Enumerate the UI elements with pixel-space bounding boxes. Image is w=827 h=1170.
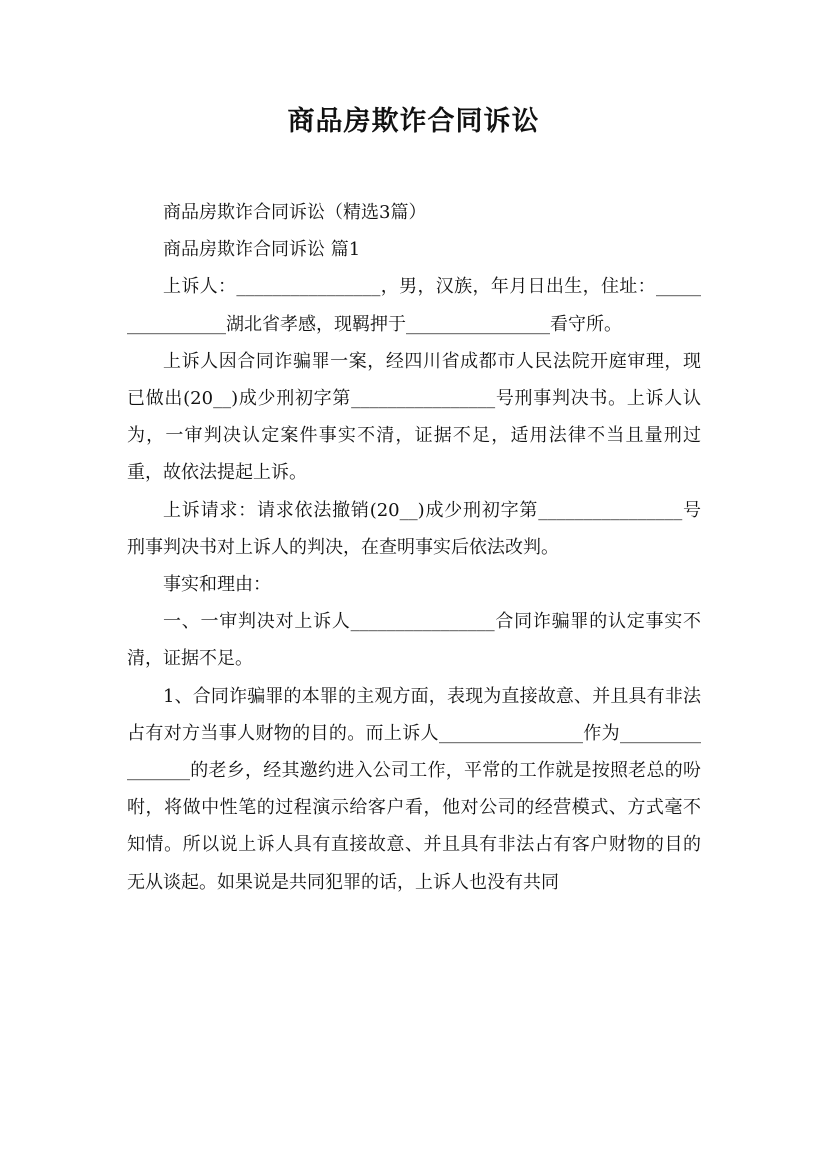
- section-heading: 商品房欺诈合同诉讼 篇1: [163, 239, 361, 261]
- facts-reasons-heading: 事实和理由：: [163, 574, 271, 596]
- appeal-request-paragraph: 上诉请求：请求依法撤销(20__)成少刑初字第________________号刑事判决书对上诉人的判决，在查明事实后依法改判。: [127, 499, 701, 558]
- case-background-paragraph: 上诉人因合同诈骗罪一案，经四川省成都市人民法院开庭审理，现已做出(20__)成少刑初字第________________号刑事判决书。上诉人认为，一审判决认定案件事实不清，证据不足，适用法律不当且量刑过重，故依法提起上诉。: [127, 350, 701, 484]
- subtitle-paragraph: 商品房欺诈合同诉讼（精选3篇）: [163, 202, 427, 223]
- appellant-info-paragraph: 上诉人：________________，男，汉族，年月日出生，住址：________________湖北省孝感，现羁押于________________看守所。: [127, 276, 701, 335]
- reason-one-paragraph: 一、一审判决对上诉人________________合同诈骗罪的认定事实不清，证据不足。: [127, 611, 701, 670]
- reason-one-detail-paragraph: 1、合同诈骗罪的本罪的主观方面，表现为直接故意、并且具有非法占有对方当事人财物的目的。而上诉人________________作为________________的老乡，经其邀约进入公司工作，平常的工作就是按照老总的吩咐，将做中性笔的过程演示给客户看，他对公司的经营模式、方式毫不知情。所以说上诉人具有直接故意、并且具有非法占有客户财物的目的无从谈起。如果说是共同犯罪的话，上诉人也没有共同: [127, 685, 701, 893]
- document-title: 商品房欺诈合同诉讼: [287, 106, 540, 137]
- document-body: [127, 194, 701, 901]
